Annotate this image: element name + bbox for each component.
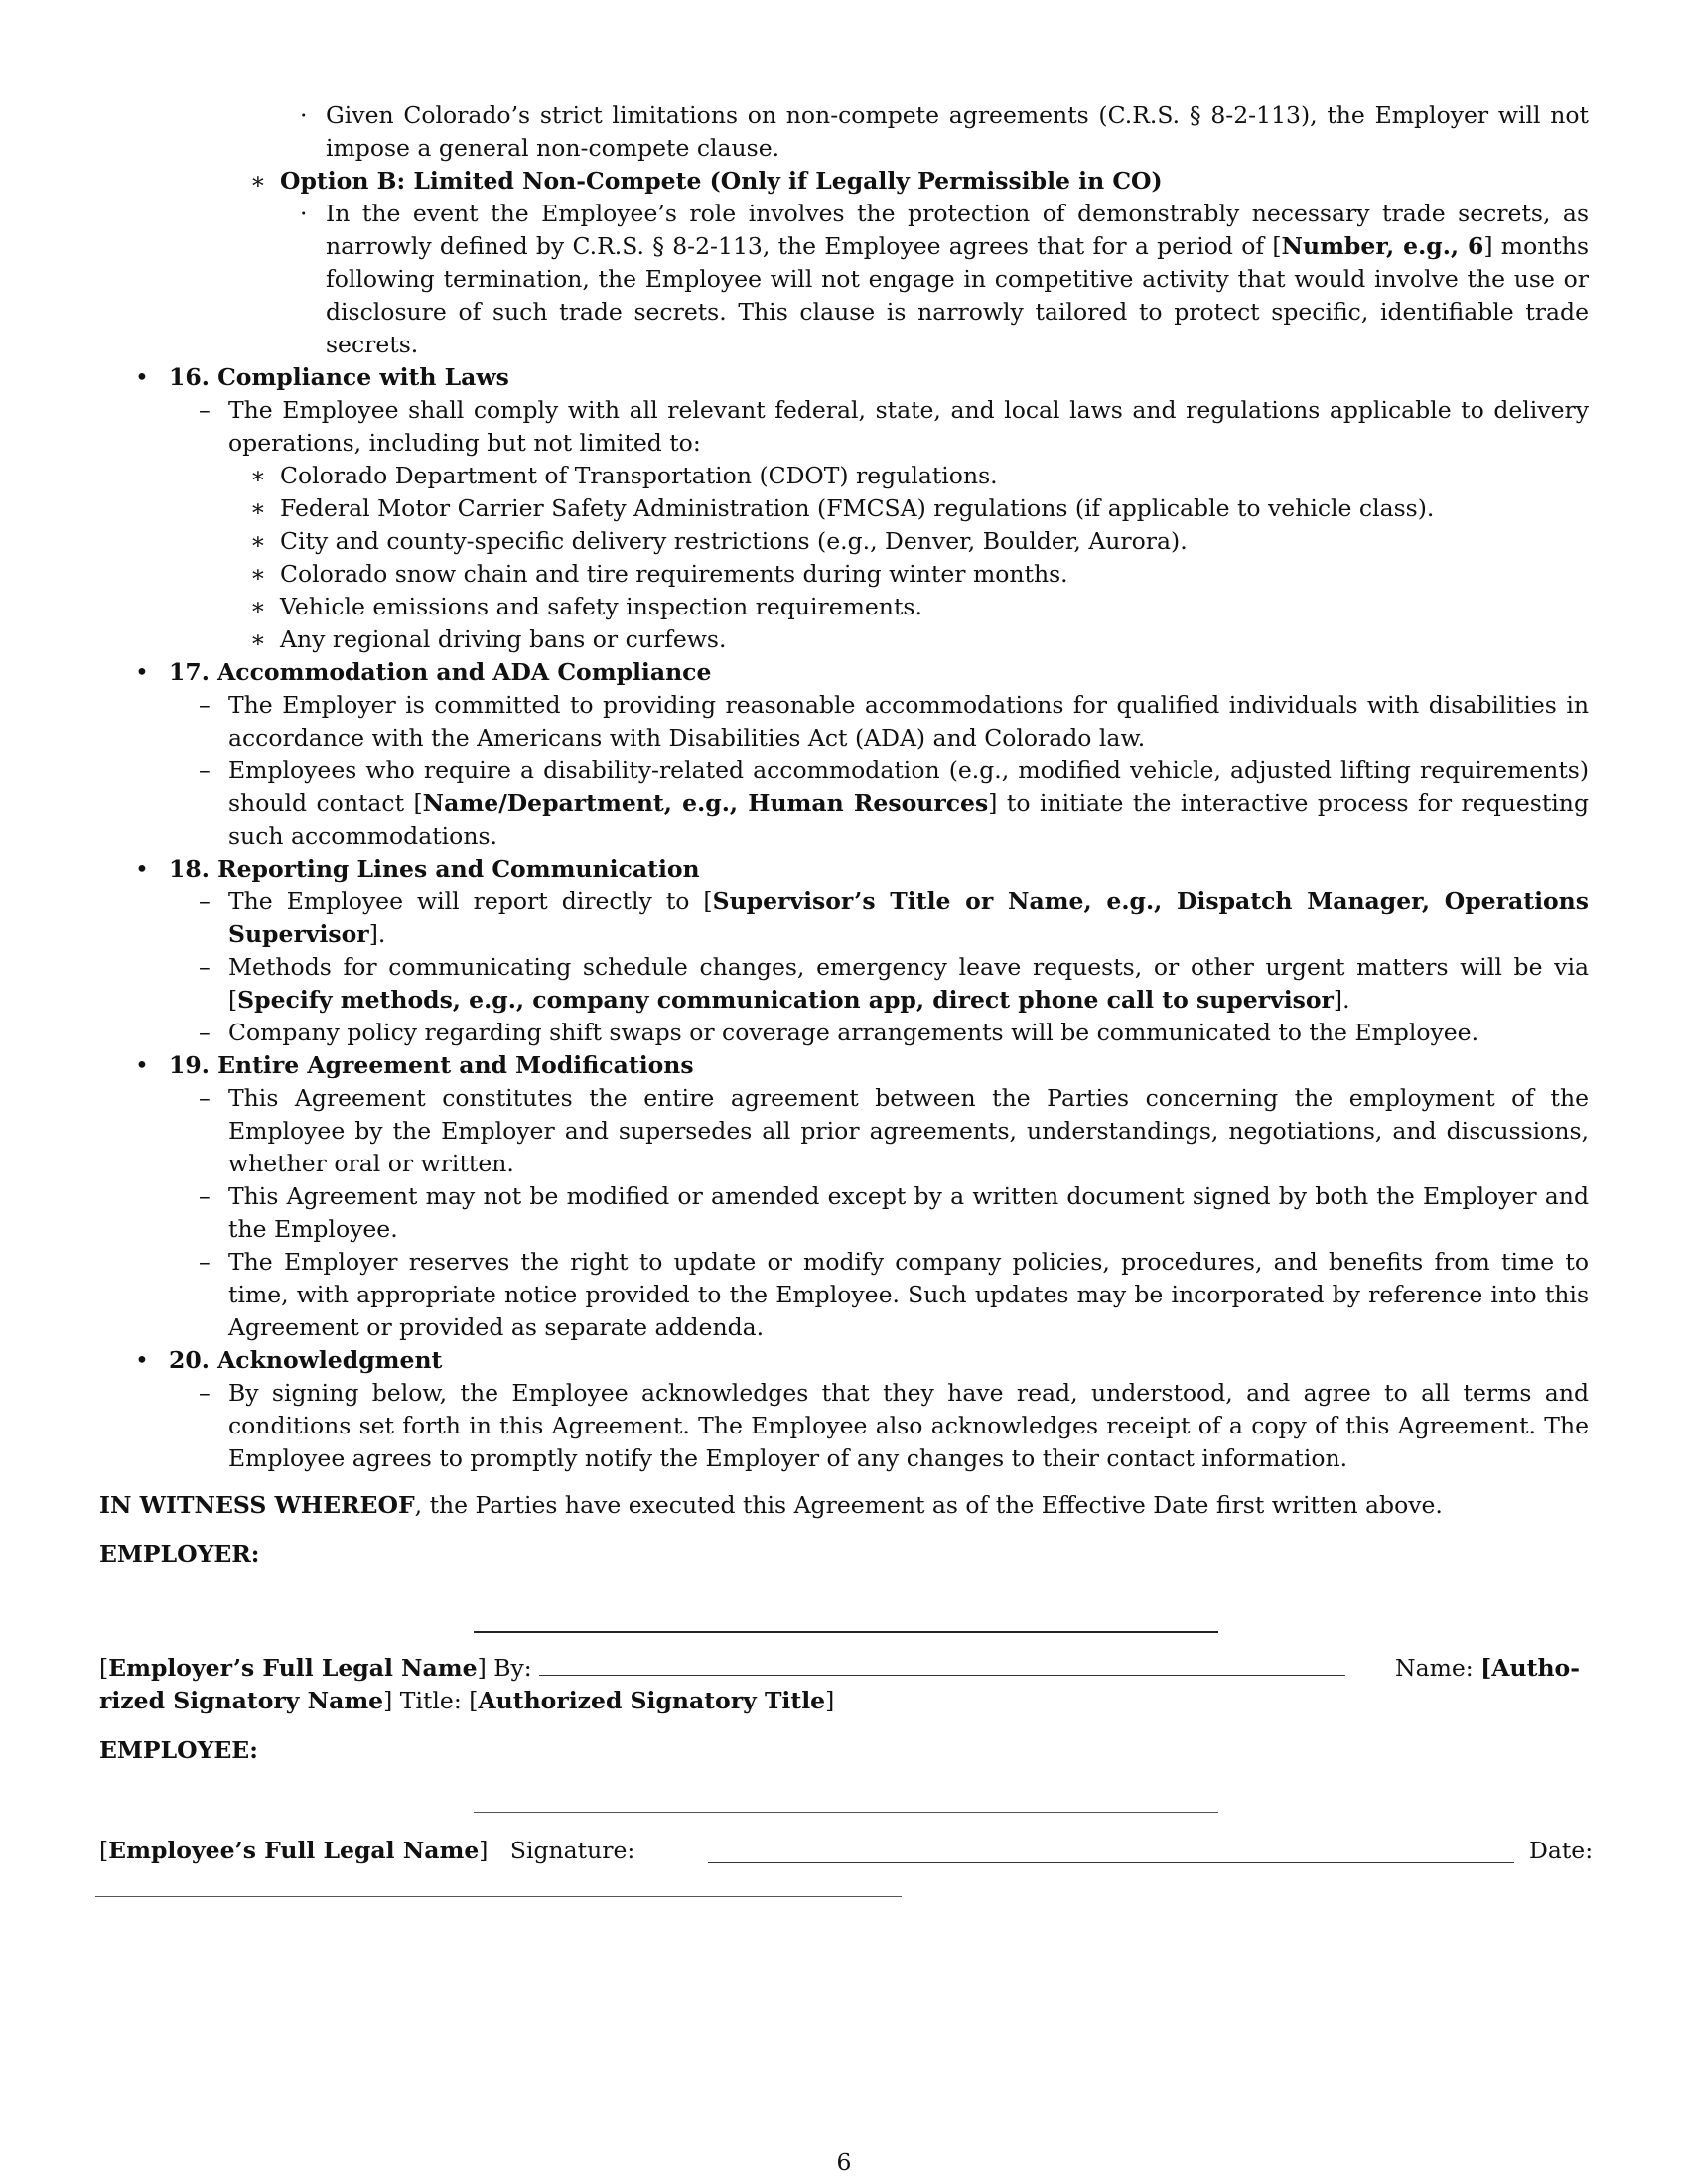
list-item: – Company policy regarding shift swaps or coverage arrangements will be communicated to the Employee. <box>99 1017 1589 1049</box>
list-item: ∗ City and county-specific delivery restrictions (e.g., Denver, Boulder, Aurora). <box>99 525 1589 558</box>
section-title: 16. Compliance with Laws <box>169 363 509 391</box>
section-title: 18. Reporting Lines and Communication <box>169 855 700 883</box>
bullet-asterisk-icon: ∗ <box>250 167 266 195</box>
placeholder-field: Supervisor’s Title or Name, e.g., Dispatch Manager, Operations Supervisor <box>228 887 1589 948</box>
list-item: – The Employee will report directly to [Supervisor’s Title or Name, e.g., Dispatch Manager, Operations Supervisor]. <box>199 887 1589 948</box>
page-number: 6 <box>836 2148 852 2176</box>
placeholder-field: Name/Department, e.g., Human Resources <box>422 789 989 817</box>
witness-clause: IN WITNESS WHEREOF, the Parties have executed this Agreement as of the Effective Date first written above. <box>99 1491 1443 1519</box>
bullet-asterisk-icon: ∗ <box>250 527 266 555</box>
bullet-asterisk-icon: ∗ <box>250 593 266 620</box>
list-item: · In the event the Employee’s role involves the protection of demonstrably necessary trade secrets, as narrowly defined by C.R.S. § 8-2-113, the Employee agrees that for a period of [Number, e.g., 6] months following termination, the Employee will not engage in competitive activity that would involve the use or disclosure of such trade secrets. This clause is narrowly tailored to protect specific, identifiable trade secrets. <box>300 200 1589 358</box>
bullet-icon: • <box>135 658 149 686</box>
section-title: 17. Accommodation and ADA Compliance <box>169 658 712 686</box>
list-item <box>99 165 1589 198</box>
employee-signature-row: [Employee’s Full Legal Name] Signature: <box>99 1837 635 1864</box>
employer-signature-line[interactable] <box>474 1631 1218 1633</box>
section-19 <box>99 1049 1589 1082</box>
bullet-dash-icon: – <box>199 756 211 784</box>
by-signature-field[interactable] <box>539 1657 1345 1676</box>
section-title: 20. Acknowledgment <box>169 1346 443 1374</box>
bullet-dash-icon: – <box>199 1379 211 1407</box>
date-label-row: Date: <box>1529 1837 1594 1864</box>
bullet-icon: • <box>135 1346 149 1374</box>
bullet-asterisk-icon: ∗ <box>250 625 266 653</box>
employer-name-label-row: Name: [Autho- <box>1395 1654 1580 1682</box>
bullet-dash-icon: – <box>199 691 211 719</box>
list-item: ∗ Colorado Department of Transportation (CDOT) regulations. <box>99 460 1589 492</box>
employee-heading: EMPLOYEE: <box>99 1736 258 1764</box>
list-item: – Methods for communicating schedule changes, emergency leave requests, or other urgent matters will be via [Specify methods, e.g., company communication app, direct phone call to supervisor]. <box>199 953 1589 1014</box>
employee-signature-line[interactable] <box>474 1812 1218 1813</box>
list-item: ∗ Any regional driving bans or curfews. <box>99 623 1589 656</box>
bullet-dash-icon: – <box>199 953 211 981</box>
bullet-dash-icon: – <box>199 1084 211 1112</box>
list-item: – The Employee shall comply with all relevant federal, state, and local laws and regulations applicable to delivery operations, including but not limited to: <box>199 396 1589 457</box>
list-item: ∗ Colorado snow chain and tire requirements during winter months. <box>99 558 1589 591</box>
list-item: – This Agreement constitutes the entire agreement between the Parties concerning the employment of the Employee by the Employer and supersedes all prior agreements, understandings, negotiations, and discussions, whether oral or written. <box>199 1084 1589 1177</box>
bullet-icon: • <box>135 1051 149 1079</box>
bullet-dash-icon: – <box>199 1019 211 1046</box>
bullet-asterisk-icon: ∗ <box>250 494 266 522</box>
list-item: – Employees who require a disability-related accommodation (e.g., modified vehicle, adjusted lifting requirements) should contact [Name/Department, e.g., Human Resources] to initiate the interactive process for requesting such accommodations. <box>199 756 1589 850</box>
placeholder-field: Number, e.g., 6 <box>1281 232 1484 260</box>
bullet-dash-icon: – <box>199 887 211 915</box>
signatory-title: Authorized Signatory Title <box>478 1687 826 1714</box>
bullet-dash-icon: – <box>199 396 211 424</box>
bullet-dot-icon: · <box>300 200 308 227</box>
employer-signature-row: [Employer’s Full Legal Name] By: <box>99 1654 1345 1682</box>
section-18 <box>99 853 1589 886</box>
document-body <box>99 99 1589 1570</box>
bullet-dash-icon: – <box>199 1182 211 1210</box>
section-title: 19. Entire Agreement and Modifications <box>169 1051 694 1079</box>
list-item <box>99 99 1589 165</box>
section-16 <box>99 361 1589 394</box>
bullet-asterisk-icon: ∗ <box>250 462 266 489</box>
list-item: – This Agreement may not be modified or amended except by a written document signed by both the Employer and the Employee. <box>199 1182 1589 1243</box>
employer-heading: EMPLOYER: <box>99 1540 260 1568</box>
placeholder-field: Specify methods, e.g., company communication app, direct phone call to supervisor <box>237 986 1334 1014</box>
date-field-line[interactable] <box>95 1896 902 1897</box>
bullet-icon: • <box>135 855 149 883</box>
employee-signature-field[interactable] <box>708 1844 1514 1863</box>
bullet-asterisk-icon: ∗ <box>250 560 266 588</box>
bullet-dash-icon: – <box>199 1248 211 1276</box>
section-20 <box>99 1344 1589 1377</box>
employer-signatory-row: rized Signatory Name] Title: [Authorized Signatory Title] <box>99 1687 835 1714</box>
signatory-name: rized Signatory Name <box>99 1687 384 1714</box>
employer-legal-name: Employer’s Full Legal Name <box>108 1654 478 1682</box>
option-b-title: Option B: Limited Non-Compete (Only if Legally Permissible in CO) <box>280 167 1163 195</box>
bullet-dot-icon: · <box>300 101 308 129</box>
list-item: – The Employer reserves the right to update or modify company policies, procedures, and benefits from time to time, with appropriate notice provided to the Employee. Such updates may be incorporated by reference into this Agreement or provided as separate addenda. <box>199 1248 1589 1341</box>
list-item: – The Employer is committed to providing reasonable accommodations for qualified individuals with disabilities in accordance with the Americans with Disabilities Act (ADA) and Colorado law. <box>199 691 1589 751</box>
employee-legal-name: Employee’s Full Legal Name <box>108 1837 480 1864</box>
list-item: ∗ Vehicle emissions and safety inspection requirements. <box>99 591 1589 623</box>
option-a-text: Given Colorado’s strict limitations on non-compete agreements (C.R.S. § 8-2-113), the Employer will not impose a general non-compete clause. <box>326 101 1589 162</box>
list-item: ∗ Federal Motor Carrier Safety Administration (FMCSA) regulations (if applicable to vehicle class). <box>99 492 1589 525</box>
list-item: – By signing below, the Employee acknowledges that they have read, understood, and agree to all terms and conditions set forth in this Agreement. The Employee also acknowledges receipt of a copy of this Agreement. The Employee agrees to promptly notify the Employer of any changes to their contact information. <box>199 1379 1589 1472</box>
bullet-icon: • <box>135 363 149 391</box>
section-17 <box>99 656 1589 689</box>
